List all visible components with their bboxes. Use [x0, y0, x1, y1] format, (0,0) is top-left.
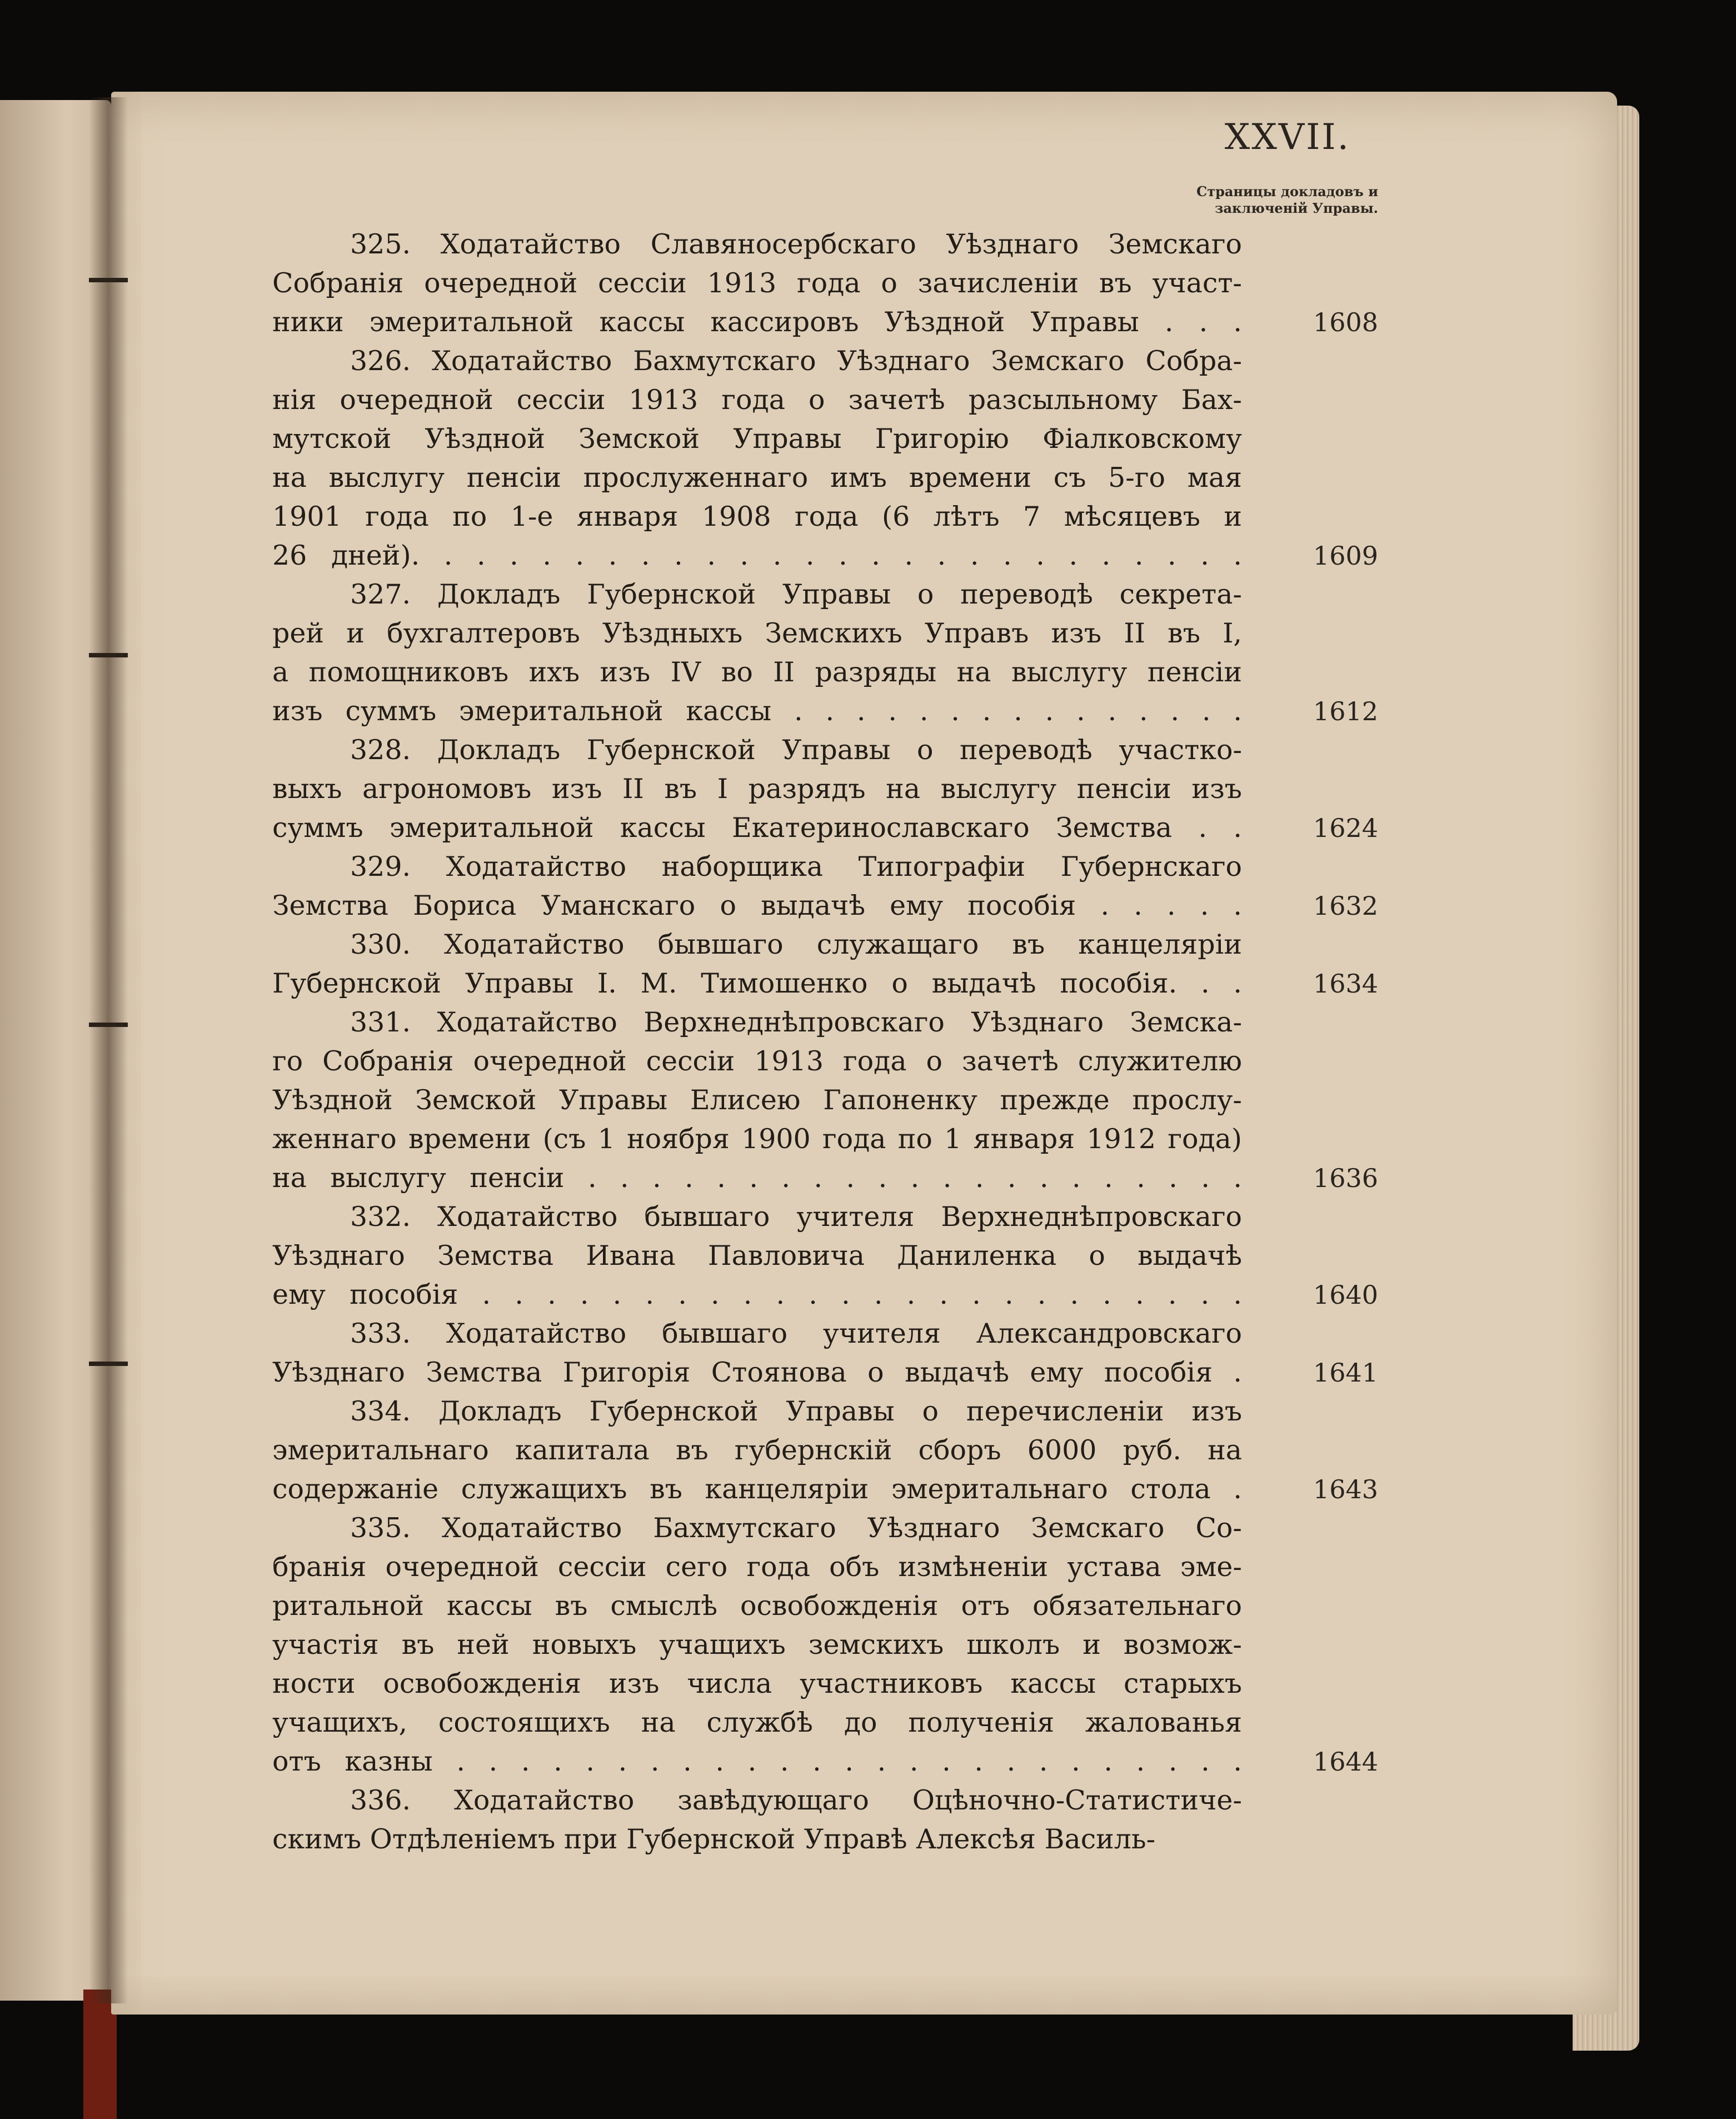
entry-page-number: 1609 [1313, 541, 1378, 571]
index-entry [272, 1198, 1384, 1314]
entry-line: женнаго времени (съ 1 ноября 1900 года по 1 января 1912 года) [272, 1123, 1242, 1155]
entry-line: 335. Ходатайство Бахмутскаго Уѣзднаго Земскаго Со- [350, 1512, 1242, 1544]
spine-shadow [89, 97, 128, 2003]
entry-line: Уѣзднаго Земства Григорія Стоянова о выдачѣ ему пособія . [272, 1357, 1242, 1388]
column-note-line: Страницы докладовъ и [1196, 183, 1378, 200]
entry-page-number: 1624 [1313, 813, 1378, 843]
index-entry [272, 925, 1384, 1003]
column-note [1117, 183, 1378, 217]
entry-line: бранія очередной сессіи сего года объ измѣненіи устава эме- [272, 1551, 1242, 1583]
entry-line: 325. Ходатайство Славяносербскаго Уѣзднаго Земскаго [350, 228, 1242, 260]
entry-line: ритальной кассы въ смыслѣ освобожденія отъ обязательнаго [272, 1590, 1242, 1622]
entry-line: 329. Ходатайство наборщика Типографіи Губернскаго [350, 851, 1242, 882]
entry-line: го Собранія очередной сессіи 1913 года о зачетѣ служителю [272, 1045, 1242, 1077]
index-entry [272, 1314, 1384, 1392]
entry-line: эмеритальнаго капитала въ губернскій сборъ 6000 руб. на [272, 1434, 1242, 1466]
entry-page-number: 1612 [1313, 696, 1378, 726]
entry-page-number: 1634 [1313, 969, 1378, 999]
index-entry [272, 1781, 1384, 1859]
entry-line: Губернской Управы I. М. Тимошенко о выдачѣ пособія. . . [272, 968, 1242, 999]
entry-page-number: 1632 [1313, 891, 1378, 921]
entry-line: учащихъ, состоящихъ на службѣ до полученія жалованья [272, 1707, 1242, 1738]
entry-line: выхъ агрономовъ изъ II въ I разрядъ на выслугу пенсіи изъ [272, 773, 1242, 805]
index-entry [272, 1509, 1384, 1781]
entry-line: скимъ Отдѣленіемъ при Губернской Управѣ Алексѣя Василь- [272, 1823, 1156, 1855]
entry-line: отъ казны . . . . . . . . . . . . . . . . . . . . . . . . . [272, 1746, 1242, 1777]
entry-page-number: 1641 [1313, 1358, 1378, 1388]
entry-line: 330. Ходатайство бывшаго служащаго въ канцеляріи [350, 929, 1242, 960]
binding-thread-mark [89, 278, 128, 282]
entry-line: на выслугу пенсіи . . . . . . . . . . . . . . . . . . . . . [272, 1162, 1242, 1194]
index-entry [272, 847, 1384, 925]
entry-page-number: 1640 [1313, 1280, 1378, 1310]
binding-thread-mark [89, 1023, 128, 1027]
entry-line: суммъ эмеритальной кассы Екатеринославскаго Земства . . [272, 812, 1242, 844]
entry-line: 327. Докладъ Губернской Управы о переводѣ секрета- [350, 579, 1242, 610]
entry-line: 26 дней). . . . . . . . . . . . . . . . . . . . . . . . . . [272, 540, 1242, 571]
entry-line: содержаніе служащихъ въ канцеляріи эмеритальнаго стола . [272, 1473, 1242, 1505]
entry-line: рей и бухгалтеровъ Уѣздныхъ Земскихъ Управъ изъ II въ I, [272, 617, 1242, 649]
entry-page-number: 1644 [1313, 1747, 1378, 1777]
index-entry [272, 342, 1384, 575]
entry-page-number: 1608 [1313, 307, 1378, 337]
entry-page-number: 1643 [1313, 1474, 1378, 1504]
entry-line: а помощниковъ ихъ изъ IV во II разряды на выслугу пенсіи [272, 656, 1242, 688]
page-number: XXVII. [1224, 117, 1350, 158]
entry-line: 328. Докладъ Губернской Управы о переводѣ участко- [350, 734, 1242, 766]
entry-line: Собранія очередной сессіи 1913 года о зачисленіи въ участ- [272, 267, 1242, 299]
entry-line: 336. Ходатайство завѣдующаго Оцѣночно-Статистиче- [350, 1784, 1242, 1816]
entry-line: Земства Бориса Уманскаго о выдачѣ ему пособія . . . . . [272, 890, 1242, 921]
entry-line: Уѣзднаго Земства Ивана Павловича Даниленка о выдачѣ [272, 1240, 1242, 1272]
index-entry [272, 1003, 1384, 1198]
entries-list [272, 225, 1384, 1859]
entry-line: 1901 года по 1-е января 1908 года (6 лѣтъ 7 мѣсяцевъ и [272, 501, 1242, 532]
entry-line: 332. Ходатайство бывшаго учителя Верхнеднѣпровскаго [350, 1201, 1242, 1233]
entry-line: нія очередной сессіи 1913 года о зачетѣ разсыльному Бах- [272, 384, 1242, 416]
binding-thread-mark [89, 653, 128, 657]
entry-line: ности освобожденія изъ числа участниковъ кассы старыхъ [272, 1668, 1242, 1699]
entry-page-number: 1636 [1313, 1163, 1378, 1193]
index-entry [272, 575, 1384, 731]
entry-line: 331. Ходатайство Верхнеднѣпровскаго Уѣзднаго Земска- [350, 1006, 1242, 1038]
index-entry [272, 1392, 1384, 1509]
binding-thread-mark [89, 1362, 128, 1366]
entry-line: 333. Ходатайство бывшаго учителя Александровскаго [350, 1318, 1242, 1349]
entry-line: изъ суммъ эмеритальной кассы . . . . . . . . . . . . . . . [272, 695, 1242, 727]
index-entry [272, 731, 1384, 847]
entry-line: ему пособія . . . . . . . . . . . . . . . . . . . . . . . . [272, 1279, 1242, 1310]
entry-line: 334. Докладъ Губернской Управы о перечисленіи изъ [350, 1395, 1242, 1427]
entry-line: участія въ ней новыхъ учащихъ земскихъ школъ и возмож- [272, 1629, 1242, 1661]
entry-line: ники эмеритальной кассы кассировъ Уѣздной Управы . . . [272, 306, 1242, 338]
entry-line: Уѣздной Земской Управы Елисею Гапоненку прежде прослу- [272, 1084, 1242, 1116]
index-entry [272, 225, 1384, 342]
entry-line: 326. Ходатайство Бахмутскаго Уѣзднаго Земскаго Собра- [350, 345, 1242, 377]
column-note-line: заключеній Управы. [1215, 200, 1378, 216]
entry-line: мутской Уѣздной Земской Управы Григорію Фіалковскому [272, 423, 1242, 455]
entry-line: на выслугу пенсіи прослуженнаго имъ времени съ 5-го мая [272, 462, 1242, 493]
